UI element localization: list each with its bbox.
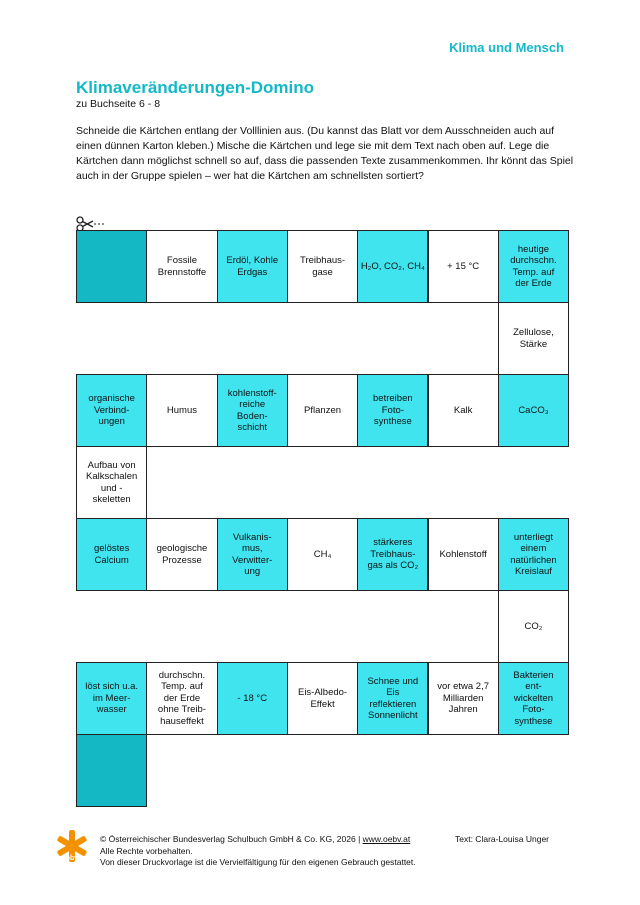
domino-card: Bakterien ent- wickelten Foto- synthese xyxy=(498,662,569,735)
domino-card: H₂O, CO₂, CH₄ xyxy=(357,230,428,303)
topic-label: Klima und Mensch xyxy=(449,40,564,55)
domino-card: betreiben Foto- synthese xyxy=(357,374,428,447)
domino-card: löst sich u.a. im Meer- wasser xyxy=(76,662,147,735)
domino-end-card xyxy=(76,230,147,303)
footer-rights: Alle Rechte vorbehalten. xyxy=(100,845,193,856)
footer xyxy=(100,834,416,869)
domino-card: - 18 °C xyxy=(217,662,288,735)
domino-card: CH₄ xyxy=(287,518,358,591)
domino-card: Kohlenstoff xyxy=(428,518,499,591)
domino-card: Schnee und Eis reflektieren Sonnenlicht xyxy=(357,662,428,735)
domino-card: CO₂ xyxy=(498,590,569,663)
domino-card: Eis-Albedo- Effekt xyxy=(287,662,358,735)
domino-card: durchschn. Temp. auf der Erde ohne Treib- hauseffekt xyxy=(146,662,217,735)
domino-card: gelöstes Calcium xyxy=(76,518,147,591)
svg-text:öbv: öbv xyxy=(65,855,79,862)
domino-card: kohlenstoff- reiche Boden- schicht xyxy=(217,374,288,447)
publisher-link[interactable]: www.oebv.at xyxy=(362,834,411,844)
domino-card: Treibhaus- gase xyxy=(287,230,358,303)
instructions-text: Schneide die Kärtchen entlang der Volllinien aus. (Du kannst das Blatt vor dem Ausschneiden auch auf einen dünnen Karton kleben.) Mische die Kärtchen und lege sie mit dem Text nach oben auf. Lege die Kärtchen dann möglichst schnell so auf, dass die passenden Texte zusammenkommen. Ihr könnt das Spiel auch in der Gruppe spielen – wer hat die Kärtchen am schnellsten sortiert? xyxy=(76,125,574,182)
domino-card: unterliegt einem natürlichen Kreislauf xyxy=(498,518,569,591)
domino-card: Kalk xyxy=(428,374,499,447)
domino-card: CaCO₃ xyxy=(498,374,569,447)
domino-card: + 15 °C xyxy=(428,230,499,303)
domino-card: heutige durchschn. Temp. auf der Erde xyxy=(498,230,569,303)
domino-card: vor etwa 2,7 Milliarden Jahren xyxy=(428,662,499,735)
domino-card: Aufbau von Kalkschalen und - skeletten xyxy=(76,446,147,519)
page-subtitle: zu Buchseite 6 - 8 xyxy=(76,98,161,110)
domino-card: Humus xyxy=(146,374,217,447)
domino-end-card xyxy=(76,734,147,807)
oebv-logo-icon xyxy=(52,826,92,866)
author-credit: Text: Clara-Louisa Unger xyxy=(455,834,550,844)
page-title: Klimaveränderungen-Domino xyxy=(76,78,315,97)
domino-card: Pflanzen xyxy=(287,374,358,447)
footer-copyright-line: © Österreichischer Bundesverlag Schulbuch GmbH & Co. KG, 2026 | www.oebv.at xyxy=(100,834,411,844)
domino-card: organische Verbind- ungen xyxy=(76,374,147,447)
domino-card: geologische Prozesse xyxy=(146,518,217,591)
footer-notice: Von dieser Druckvorlage ist die Vervielfältigung für den eigenen Gebrauch gestattet. xyxy=(100,857,416,867)
domino-card: Erdöl, Kohle Erdgas xyxy=(217,230,288,303)
domino-card: Fossile Brennstoffe xyxy=(146,230,217,303)
domino-card: stärkeres Treibhaus- gas als CO₂ xyxy=(357,518,428,591)
domino-card: Vulkanis- mus, Verwitter- ung xyxy=(217,518,288,591)
domino-card: Zellulose, Stärke xyxy=(498,302,569,375)
